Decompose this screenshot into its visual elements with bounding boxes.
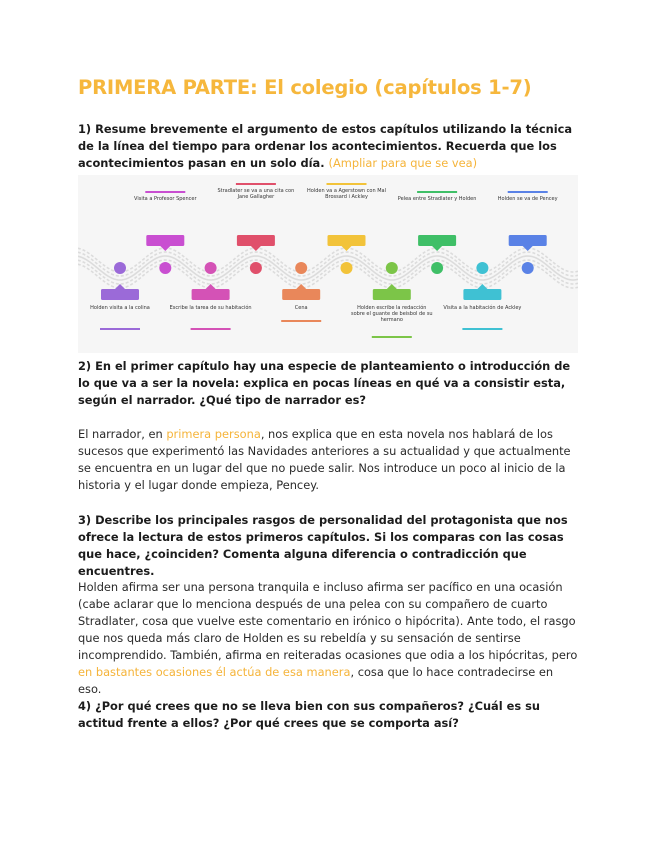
timeline-event-label: Holden escribe la redacción sobre el guante de beisbol de su hermano	[350, 305, 433, 324]
timeline-accent	[417, 191, 457, 193]
timeline-event-label: Holden se va de Pencey	[497, 196, 558, 202]
answer-2-highlight: primera persona	[166, 427, 261, 441]
timeline-accent	[191, 328, 231, 330]
timeline-graphic	[78, 175, 578, 353]
timeline-event-label: Stradlater se va a una cita con Jane Gallagher	[217, 188, 295, 201]
timeline-node	[431, 262, 443, 274]
zoom-hint: (Ampliar para que se vea)	[328, 156, 478, 170]
answer-3-pre: Holden afirma ser una persona tranquila e incluso afirma ser pacífico en una ocasión (cabe aclarar que lo menciona después de una pelea con su compañero de cuarto Stradlater, cosa que vuelve este comentario en irónico o hipócrita). Ante todo, el rasgo que nos queda más claro de Holden es su rebeldía y su sensación de sentirse incomprendido. También, afirma en reiteradas ocasiones que odia a los hipócritas, pero	[78, 580, 578, 662]
timeline-accent	[327, 183, 367, 185]
timeline-marker	[282, 289, 320, 300]
timeline-accent	[100, 328, 140, 330]
timeline-event-label: Visita a la habitación de Ackley	[443, 305, 522, 311]
answer-2-pre: El narrador, en	[78, 427, 167, 441]
answer-3-highlight: en bastantes ocasiones él actúa de esa manera	[78, 665, 351, 679]
timeline-node	[341, 262, 353, 274]
timeline-node	[522, 262, 534, 274]
question-4: 4) ¿Por qué crees que no se lleva bien con sus compañeros? ¿Cuál es su actitud frente a ellos? ¿Por qué crees que se comporta así?	[78, 699, 540, 730]
timeline-node	[250, 262, 262, 274]
timeline-accent	[281, 320, 321, 322]
timeline-event-label: Holden visita a la colina	[90, 305, 150, 311]
answer-3-post: , cosa que lo hace contradecirse en eso.	[78, 665, 554, 696]
timeline-pointer	[296, 284, 306, 289]
timeline-node	[476, 262, 488, 274]
timeline-event-label: Cena	[294, 305, 308, 311]
timeline-pointer	[115, 284, 125, 289]
timeline-accent	[462, 328, 502, 330]
timeline-event-label: Pelea entre Stradlater y Holden	[397, 196, 477, 202]
timeline-node	[386, 262, 398, 274]
answer-2-post: , nos explica que en esta novela nos hablará de los sucesos que experimentó las Navidades anteriores a su actualidad y que actualmente se encuentra en un lugar del que no puede salir. Nos introduce un poco al inicio de la historia y el lugar donde empieza, Pencey.	[78, 427, 571, 492]
question-2: 2) En el primer capítulo hay una especie de planteamiento o introducción de lo que va a ser la novela: explica en pocas líneas en qué va a consistir esta, según el narrador. ¿Qué tipo de narrador es?	[78, 359, 571, 407]
timeline-marker	[463, 289, 501, 300]
timeline-marker	[418, 235, 456, 246]
section-title: PRIMERA PARTE: El colegio (capítulos 1-7)	[78, 76, 532, 99]
timeline-accent	[372, 336, 412, 338]
timeline-event-label: Visita a Profesor Spencer	[134, 196, 197, 202]
timeline-accent	[145, 191, 185, 193]
answer-3	[78, 579, 578, 698]
timeline-pointer	[206, 284, 216, 289]
timeline-marker	[192, 289, 230, 300]
timeline-pointer	[477, 284, 487, 289]
timeline-node	[114, 262, 126, 274]
question-1	[78, 121, 578, 172]
timeline-pointer	[387, 284, 397, 289]
timeline-marker	[146, 235, 184, 246]
question-1-text: 1) Resume brevemente el argumento de estos capítulos utilizando la técnica de la línea del tiempo para ordenar los acontecimientos. Recuerda que los acontecimientos pasan en un solo día.	[78, 122, 573, 170]
timeline-marker	[509, 235, 547, 246]
timeline-accent	[236, 183, 276, 185]
timeline-event-label: Holden va a Agerstown con Mal Brossard i Ackley	[306, 188, 386, 201]
timeline-node	[159, 262, 171, 274]
question-3: 3) Describe los principales rasgos de personalidad del protagonista que nos ofrece la lectura de estos primeros capítulos. Si los comparas con las cosas que hace, ¿coinciden? Comenta alguna diferencia o contradicción que encuentres.	[78, 513, 568, 578]
timeline-accent	[508, 191, 548, 193]
answer-2	[78, 426, 578, 494]
timeline-marker	[237, 235, 275, 246]
timeline-event-label: Escribe la tarea de su habitación	[169, 305, 252, 311]
timeline-node	[205, 262, 217, 274]
timeline-node	[295, 262, 307, 274]
timeline-marker	[101, 289, 139, 300]
timeline-marker	[373, 289, 411, 300]
timeline-marker	[328, 235, 366, 246]
